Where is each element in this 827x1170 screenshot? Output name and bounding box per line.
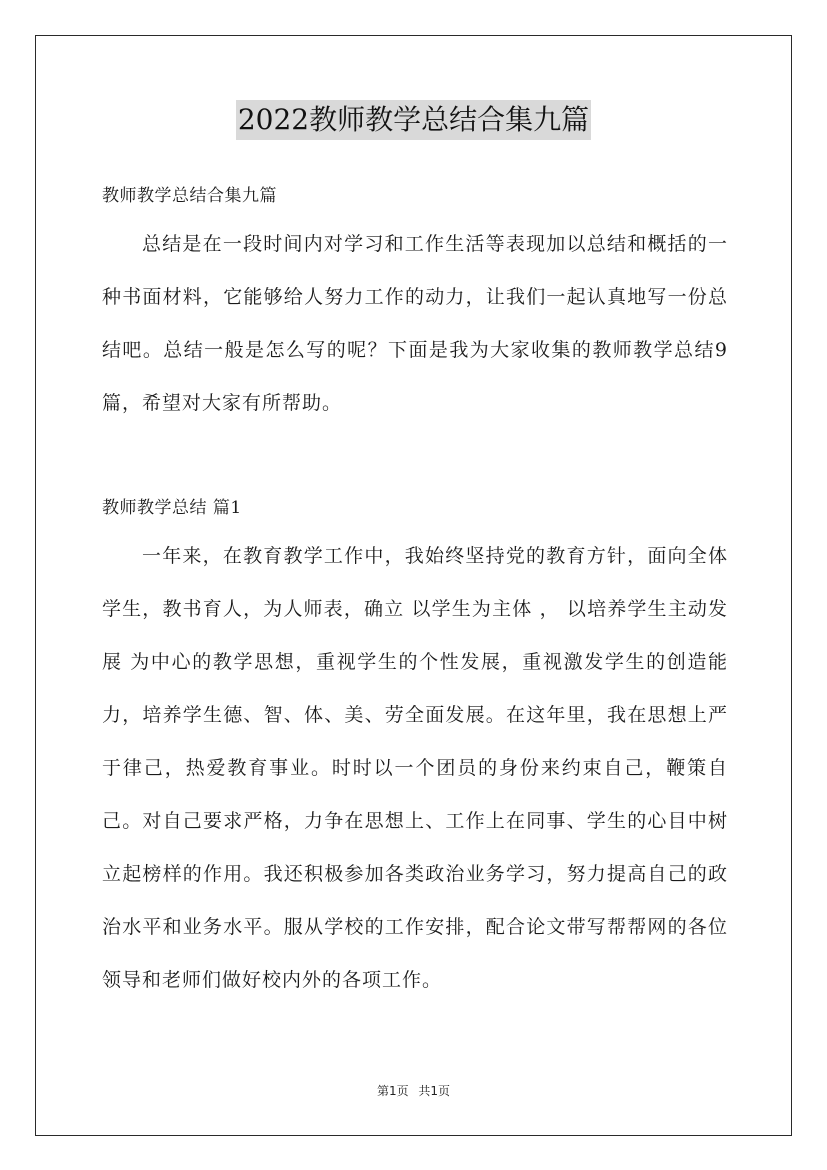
title-container	[0, 100, 827, 140]
section-heading: 教师教学总结 篇1	[102, 498, 242, 518]
document-title: 2022教师教学总结合集九篇	[236, 100, 591, 140]
page-total: 共1页	[418, 1084, 451, 1098]
document-subtitle: 教师教学总结合集九篇	[102, 186, 277, 206]
page-footer	[0, 1082, 827, 1099]
page-number: 第1页	[376, 1084, 409, 1098]
intro-paragraph: 总结是在一段时间内对学习和工作生活等表现加以总结和概括的一种书面材料，它能够给人努力工作的动力，让我们一起认真地写一份总结吧。总结一般是怎么写的呢？下面是我为大家收集的教师教学总结9篇，希望对大家有所帮助。	[102, 233, 728, 414]
document-body	[102, 174, 728, 1007]
section-paragraph: 一年来，在教育教学工作中，我始终坚持党的教育方针，面向全体学生，教书育人，为人师表，确立 以学生为主体 ， 以培养学生主动发展 为中心的教学思想，重视学生的个性发展，重视激发学生的创造能力，培养学生德、智、体、美、劳全面发展。在这年里，我在思想上严于律己，热爱教育事业。时时以一个团员的身份来约束自己，鞭策自己。对自己要求严格，力争在思想上、工作上在同事、学生的心目中树立起榜样的作用。我还积极参加各类政治业务学习，努力提高自己的政治水平和业务水平。服从学校的工作安排，配合论文带写帮帮网的各位领导和老师们做好校内外的各项工作。	[102, 545, 728, 991]
